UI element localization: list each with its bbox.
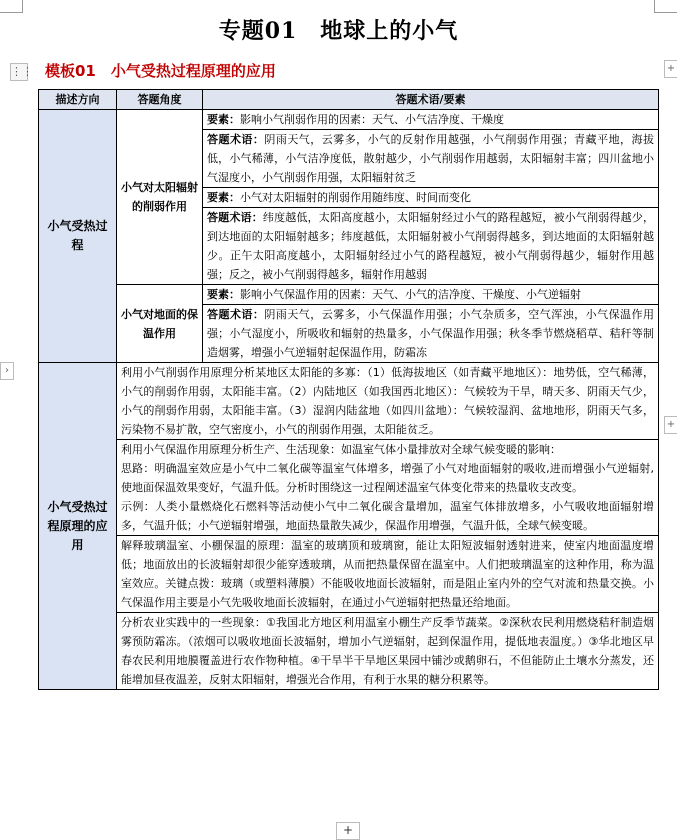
table-row xyxy=(39,613,659,690)
table-row xyxy=(39,285,659,305)
header-direction: 描述方向 xyxy=(39,90,117,110)
table-cell xyxy=(203,285,659,305)
table-row xyxy=(39,363,659,440)
table-cell xyxy=(203,208,659,285)
header-terms: 答题术语/要素 xyxy=(203,90,659,110)
table-cell xyxy=(203,130,659,188)
header-angle: 答题角度 xyxy=(117,90,203,110)
cell-label: 答题术语： xyxy=(207,133,265,146)
cell-text: 纬度越低，太阳高度越小，太阳辐射经过小气的路程越短，被小气削弱得越少，到达地面的太阳辐射越多；纬度越低，太阳辐射被小气削弱得越多，到达地面的太阳辐射越少。正午太阳高度越小，太阳辐射经过小气的路程越短，被小气削弱得越少，辐射作用越强；反之，被小气削弱得越多，辐射作用越弱 xyxy=(207,211,655,281)
right-insert-plus-icon-top[interactable]: + xyxy=(664,60,677,78)
table-cell: 分析农业实践中的一些现象：①我国北方地区利用温室小棚生产反季节蔬菜。②深秋农民利用燃烧秸秆制造烟雾预防霜冻。（浓烟可以吸收地面长波辐射，增加小气逆辐射，起到保温作用，提低地表温度。）③华北地区早春农民利用地膜覆盖进行农作物种植。④干旱半干旱地区果园中铺沙或鹅卵石，不但能防止土壤水分蒸发，还能增加昼夜温差，反射太阳辐射，增强光合作用，有利于水果的糖分积累等。 xyxy=(117,613,659,690)
cell-label: 答题术语： xyxy=(207,308,265,321)
table-row xyxy=(39,110,659,130)
cell-text: 影响小气保温作用的因素：天气、小气的洁净度、干燥度、小气逆辐射 xyxy=(240,288,581,301)
angle-weakening-effect: 小气对太阳辐射的削弱作用 xyxy=(117,110,203,285)
left-collapse-chevron-icon[interactable]: › xyxy=(0,362,14,380)
cell-text: 阴雨天气，云雾多，小气保温作用强；小气杂质多，空气浑浊，小气保温作用强；小气湿度小，所吸收和辐射的热量多，小气保温作用强；秋冬季节燃烧稻草、秸秆等制造烟雾，增强小气逆辐射起保温作用，防霜冻 xyxy=(207,308,655,359)
cell-text: 影响小气削弱作用的因素：天气、小气洁净度、干燥度 xyxy=(240,113,504,126)
table-cell xyxy=(203,188,659,208)
cell-label: 要素： xyxy=(207,113,240,126)
cell-text: 阴雨天气，云雾多，小气的反射作用越强，小气削弱作用强；青藏平地，海拔低，小气稀薄，小气洁净度低，散射越少，小气削弱作用越弱，太阳辐射丰富；四川盆地小气湿度小，小气削弱作用强，太阳辐射贫乏 xyxy=(207,133,655,184)
right-insert-plus-icon-middle[interactable]: + xyxy=(664,416,677,434)
angle-insulation-effect: 小气对地面的保温作用 xyxy=(117,285,203,363)
table-row xyxy=(39,536,659,613)
table-cell: 利用小气削弱作用原理分析某地区太阳能的多寡：（1）低海拔地区（如青藏平地地区）：地势低，空气稀薄，小气的削弱作用弱，太阳能丰富。（2）内陆地区（如我国西北地区）：气候较为干旱，晴天多、阴雨天气少，小气的削弱作用弱，太阳能丰富。（3）湿润内陆盆地（如四川盆地）：气候较湿润、盆地地形，阴雨天气多，污染物不易扩散，空气密度小，小气的削弱作用强，太阳能贫乏。 xyxy=(117,363,659,440)
page-corner-mark-right xyxy=(654,0,677,13)
table-move-handle-icon[interactable]: ⋮⋮ xyxy=(10,63,28,81)
direction-application: 小气受热过程原理的应用 xyxy=(39,363,117,690)
table-cell xyxy=(203,110,659,130)
cell-label: 要素： xyxy=(207,288,240,301)
cell-label: 要素： xyxy=(207,191,240,204)
table-row xyxy=(39,440,659,536)
add-row-plus-icon[interactable]: + xyxy=(336,822,360,840)
table-cell xyxy=(203,305,659,363)
page-corner-mark-left xyxy=(0,0,23,13)
table-header-row xyxy=(39,90,659,110)
section-heading: 模板01 小气受热过程原理的应用 xyxy=(45,62,276,80)
cell-label: 答题术语： xyxy=(207,211,263,224)
direction-heating-process: 小气受热过程 xyxy=(39,110,117,363)
table-cell: 解释玻璃温室、小棚保温的原理：温室的玻璃顶和玻璃窗，能让太阳短波辐射透射进来，使室内地面温度增低；地面放出的长波辐射却很少能穿透玻璃，从而把热量保留在温室中。人们把玻璃温室的这种作用，称为温室效应。关键点拨：玻璃（或塑料薄膜）不能吸收地面长波辐射，而是阻止室内外的空气对流和热量交换。小气保温作用主要是小气先吸收地面长波辐射，在通过小气逆辐射把热量还给地面。 xyxy=(117,536,659,613)
cell-text: 小气对太阳辐射的削弱作用随纬度、时间而变化 xyxy=(240,191,471,204)
table-cell: 利用小气保温作用原理分析生产、生活现象：如温室气体小量排放对全球气候变暖的影响： 思路：明确温室效应是小气中二氧化碳等温室气体增多，增强了小气对地面辐射的吸收,进而增强小气逆辐射,使地面保温效果变好，气温升低。分析时围绕这一过程阐述温室气体变化带来的热量收支改变。 示例：人类小量燃烧化石燃料等活动使小气中二氧化碳含量增加，温室气体排放增多，小气吸收地面辐射增多，气温升低；小气逆辐射增强，地面热量散失减少，保温作用增强，气温升低，全球气候变暖。 xyxy=(117,440,659,536)
page-title: 专题01 地球上的小气 xyxy=(218,18,459,44)
template-table xyxy=(38,89,659,690)
